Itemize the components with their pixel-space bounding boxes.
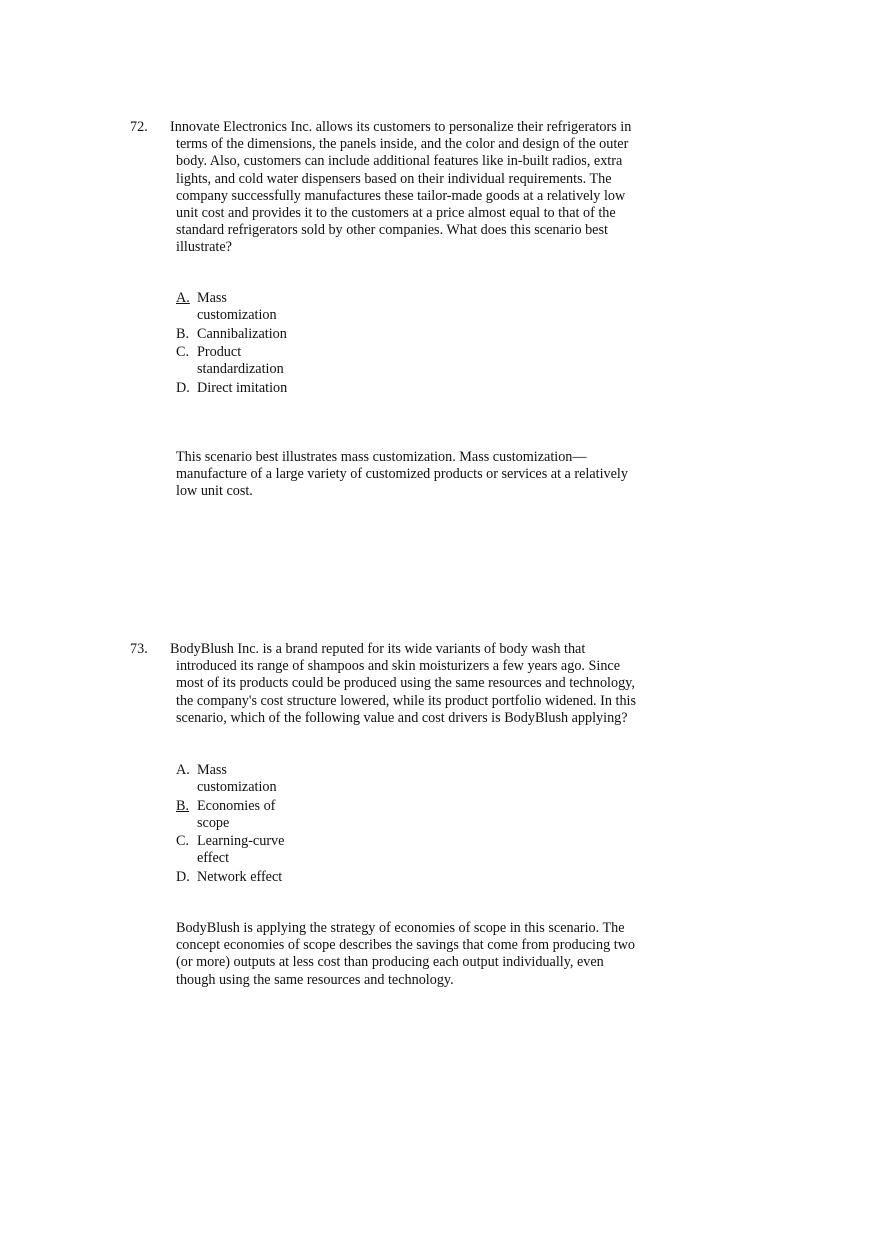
option-a [176, 762, 306, 796]
option-letter-correct: A. [176, 290, 190, 306]
option-letter-correct: B. [176, 797, 190, 814]
option-letter: A. [176, 762, 190, 778]
option-b [176, 798, 306, 832]
option-letter: D. [176, 868, 190, 885]
answer-options [176, 290, 306, 398]
option-letter: B. [176, 325, 190, 342]
option-letter: C. [176, 343, 190, 360]
option-text: Mass customization [197, 762, 277, 796]
question-stem: BodyBlush Inc. is a brand reputed for its wide variants of body wash that introduced its range of shampoos and skin moisturizers a few years ago. Since most of its products could be produced using the same resources and technology, the company's cost structure lowered, while its product portfolio widened. In this scenario, which of the following value and cost drivers is BodyBlush applying? [170, 641, 636, 726]
question-number: 73. [130, 641, 148, 657]
option-c [176, 833, 306, 867]
option-text: Direct imitation [197, 379, 288, 396]
option-a [176, 290, 306, 324]
option-d [176, 380, 306, 397]
option-text: Learning-curve effect [197, 833, 285, 867]
answer-explanation: BodyBlush is applying the strategy of economies of scope in this scenario. The concept economies of scope describes the savings that come from producing two (or more) outputs at less cost than producing each output individually, even though using the same resources and technology. [176, 920, 635, 988]
option-text: Network effect [197, 868, 283, 885]
option-d [176, 869, 306, 886]
option-b [176, 326, 306, 343]
option-c [176, 344, 306, 378]
option-text: Economies of scope [197, 797, 276, 831]
option-text: Mass customization [197, 290, 277, 324]
question-stem: Innovate Electronics Inc. allows its customers to personalize their refrigerators in terms of the dimensions, the panels inside, and the color and design of the outer body. Also, customers can include additional features like in-built radios, extra lights, and cold water dispensers based on their individual requirements. The company successfully manufactures these tailor-made goods at a relatively low unit cost and provides it to the customers at a price almost equal to that of the standard refrigerators sold by other companies. What does this scenario best illustrate? [170, 119, 632, 256]
answer-options [176, 762, 306, 887]
option-text: Product standardization [197, 343, 284, 378]
answer-explanation: This scenario best illustrates mass customization. Mass customization—manufacture of a large variety of customized products or services at a relatively low unit cost. [176, 449, 628, 500]
option-letter: C. [176, 833, 190, 850]
option-letter: D. [176, 379, 190, 396]
option-text: Cannibalization [197, 325, 287, 342]
question-number: 72. [130, 119, 148, 135]
